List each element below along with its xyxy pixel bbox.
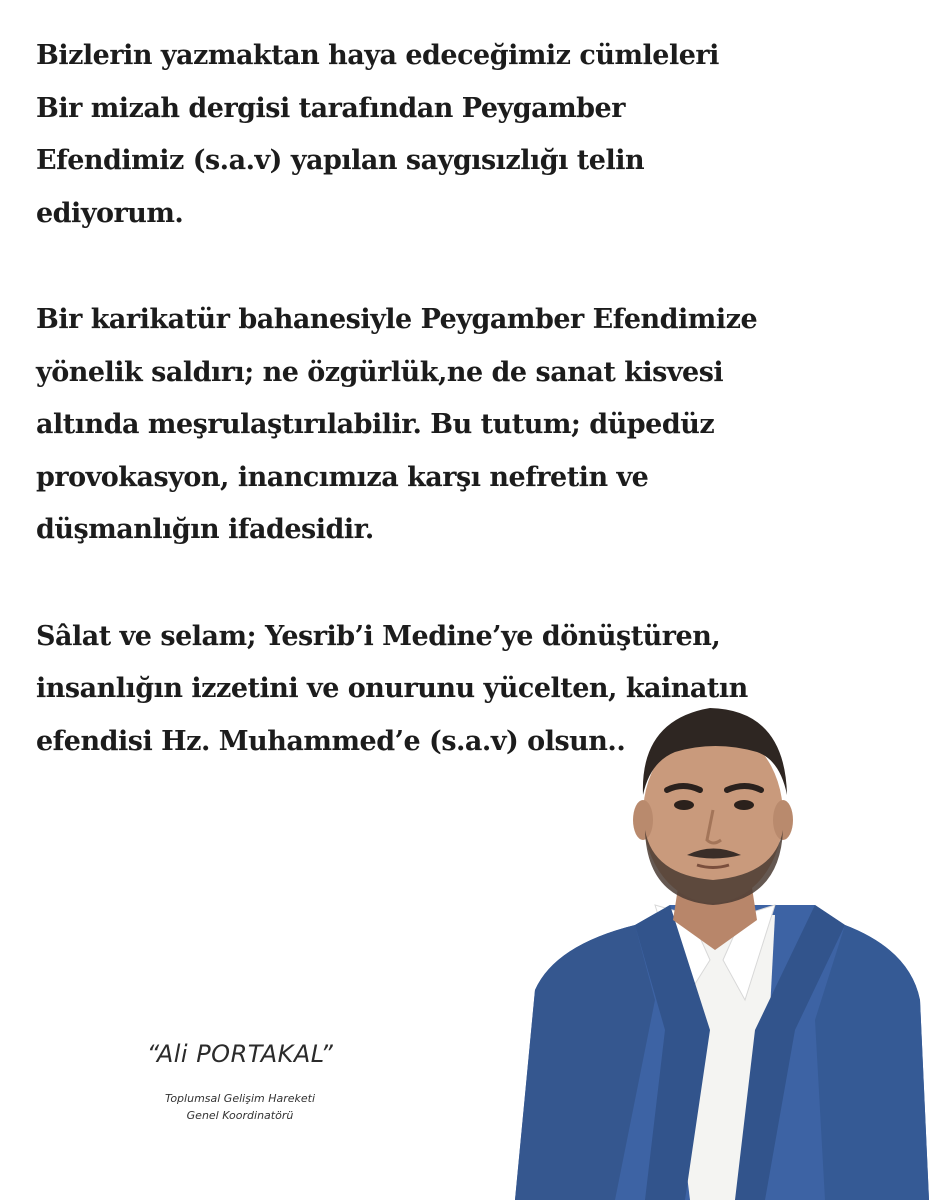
eye-left (674, 800, 694, 810)
text-line: yönelik saldırı; ne özgürlük,ne de sanat kisvesi (36, 356, 724, 388)
text-line: düşmanlığın ifadesidir. (36, 514, 374, 545)
suit-shadow-right (815, 925, 929, 1200)
text-line: Bizlerin yazmaktan haya edeceğimiz cümleleri (36, 40, 719, 71)
text-line: Efendimiz (s.a.v) yapılan saygısızlığı telin (36, 145, 645, 176)
portrait-photo (495, 700, 929, 1200)
text-line: efendisi Hz. Muhammed’e (s.a.v) olsun.. (36, 725, 626, 757)
text-line: altında meşrulaştırılabilir. Bu tutum; düpedüz (36, 409, 715, 440)
signature-name: “Ali PORTAKAL” (146, 1040, 334, 1068)
text-line: Sâlat ve selam; Yesrib’i Medine’ye dönüştüren, (36, 620, 721, 652)
portrait-illustration (495, 700, 929, 1200)
text-line: Bir karikatür bahanesiyle Peygamber Efendimize (36, 304, 758, 335)
paragraph-1 (36, 30, 896, 240)
ear-left (633, 800, 653, 840)
text-line: insanlığın izzetini ve onurunu yücelten, kainatın (36, 673, 748, 704)
paragraph-2 (36, 294, 896, 557)
eye-right (734, 800, 754, 810)
signature-role: Genel Koordinatörü (186, 1109, 294, 1122)
ear-right (773, 800, 793, 840)
text-line: Bir mizah dergisi tarafından Peygamber (36, 92, 625, 124)
text-line: provokasyon, inancımıza karşı nefretin ve (36, 461, 649, 493)
signature-block (100, 1040, 380, 1124)
text-line: ediyorum. (36, 197, 184, 229)
signature-organization: Toplumsal Gelişim Hareketi (164, 1092, 316, 1105)
